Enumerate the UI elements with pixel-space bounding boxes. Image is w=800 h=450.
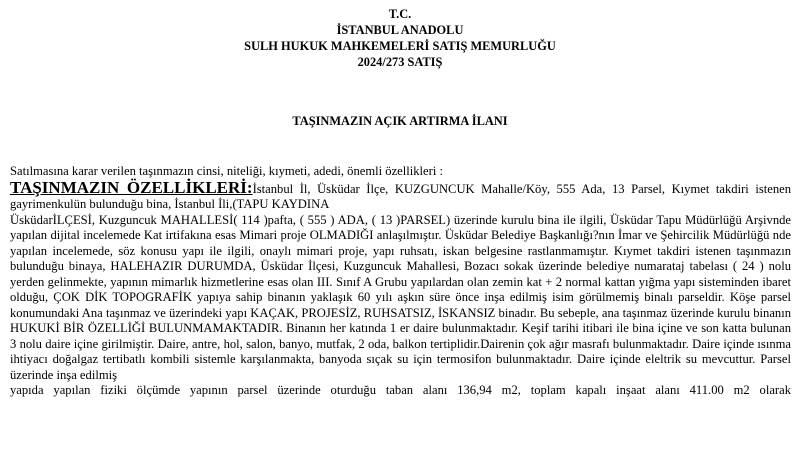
header-court-city: İSTANBUL ANADOLU bbox=[336, 23, 464, 37]
header-tc: T.C. bbox=[388, 7, 412, 21]
notice-title: TAŞINMAZIN AÇIK ARTIRMA İLANI bbox=[292, 114, 508, 128]
header-office: SULH HUKUK MAHKEMELERİ SATIŞ MEMURLUĞU bbox=[244, 39, 556, 53]
document-body bbox=[10, 164, 791, 399]
main-paragraph: ÜsküdarİLÇESİ, Kuzguncuk MAHALLESİ( 114 )pafta, ( 555 ) ADA, ( 13 )PARSEL) üzerinde kurulu bina ile ilgili, Üsküdar Tapu Müdürlüğü Arşivnde yapılan dijital incelemede Kat irtifakına esas Mimari proje OLMADIĞI anlaşılmıştır. Üsküdar Belediye Başkanlığı?nın İmar ve Şehircilik Müdürlüğü nde yapılan incelemede, söz konusu yapı ile ilgili, onaylı mimari proje, yapı ruhsatı, iskan belgesine rastlanmamıştır. Kıymet takdiri istenen taşınmazın bulunduğu binaya, HALEHAZIR DURUMDA, Üsküdar İlçesi, Kuzguncuk Mahallesi, Bozacı sokak üzerinde belediye numarataj tabelası ( 24 ) nolu yerden gelinmekte, yapının mimarlık hizmetlerine esas olan III. Sınıf A Grubu yapılardan olan zemin kat + 2 normal kattan yığma yapı sisteminden ibaret olduğu, ÇOK DİK TOPOGRAFİK yapıya sahip binanın yaklaşık 60 yılı aşkın süre önce inşa edilmiş isim görülmemiş binalı parseldir. Köşe parsel konumundaki Ana taşınmaz ve üzerindeki yapı KAÇAK, PROJESİZ, RUHSATSIZ, İSKANSIZ binadır. Bu sebeple, ana taşınmaz üzerinde kurulu binanın HUKUKİ BİR ÖZELLİĞİ BULUNMAMAKTADIR. Binanın her katında 1 er daire bulunmaktadır. Keşif tarihi itibari ile bina içine ve son katta bulunan 3 nolu daire içine girilmiştir. Daire, antre, hol, salon, banyo, mutfak, 2 oda, balkon tertiplidir.Dairenin çok ağır masrafı bulunmaktadır. Daire içinde ısınma ihtiyacı doğalgaz tertibatlı kombili sistemle karşılanmakta, banyoda sıçak su için termosifon bulunmaktadır. Daire içinde eleltrik su mevcuttur. Parsel üzerinde inşa edilmiş bbox=[10, 212, 791, 382]
section-heading-rest: İstanbul İl, Üsküdar İlçe, KUZGUNCUK Mahalle/Köy, 555 Ada, 13 Parsel, Kıymet takdiri istenen gayrimenkulün bulunduğu bina, İstanbul İli,(TAPU KAYDINA bbox=[10, 181, 791, 211]
document-header bbox=[0, 6, 800, 70]
header-file-number: 2024/273 SATIŞ bbox=[357, 55, 443, 69]
section-block bbox=[10, 177, 791, 213]
intro-text: Satılmasına karar verilen taşınmazın cinsi, niteliği, kıymeti, adedi, önemli özellikleri : bbox=[10, 164, 443, 178]
section-heading: TAŞINMAZIN ÖZELLİKLERİ: bbox=[10, 177, 253, 197]
last-line: yapıda yapılan fiziki ölçümde yapının parsel üzerinde oturduğu taban alanı 136,94 m2, toplam kapalı inşaat alanı 411.00 m2 olarak bbox=[10, 383, 791, 397]
